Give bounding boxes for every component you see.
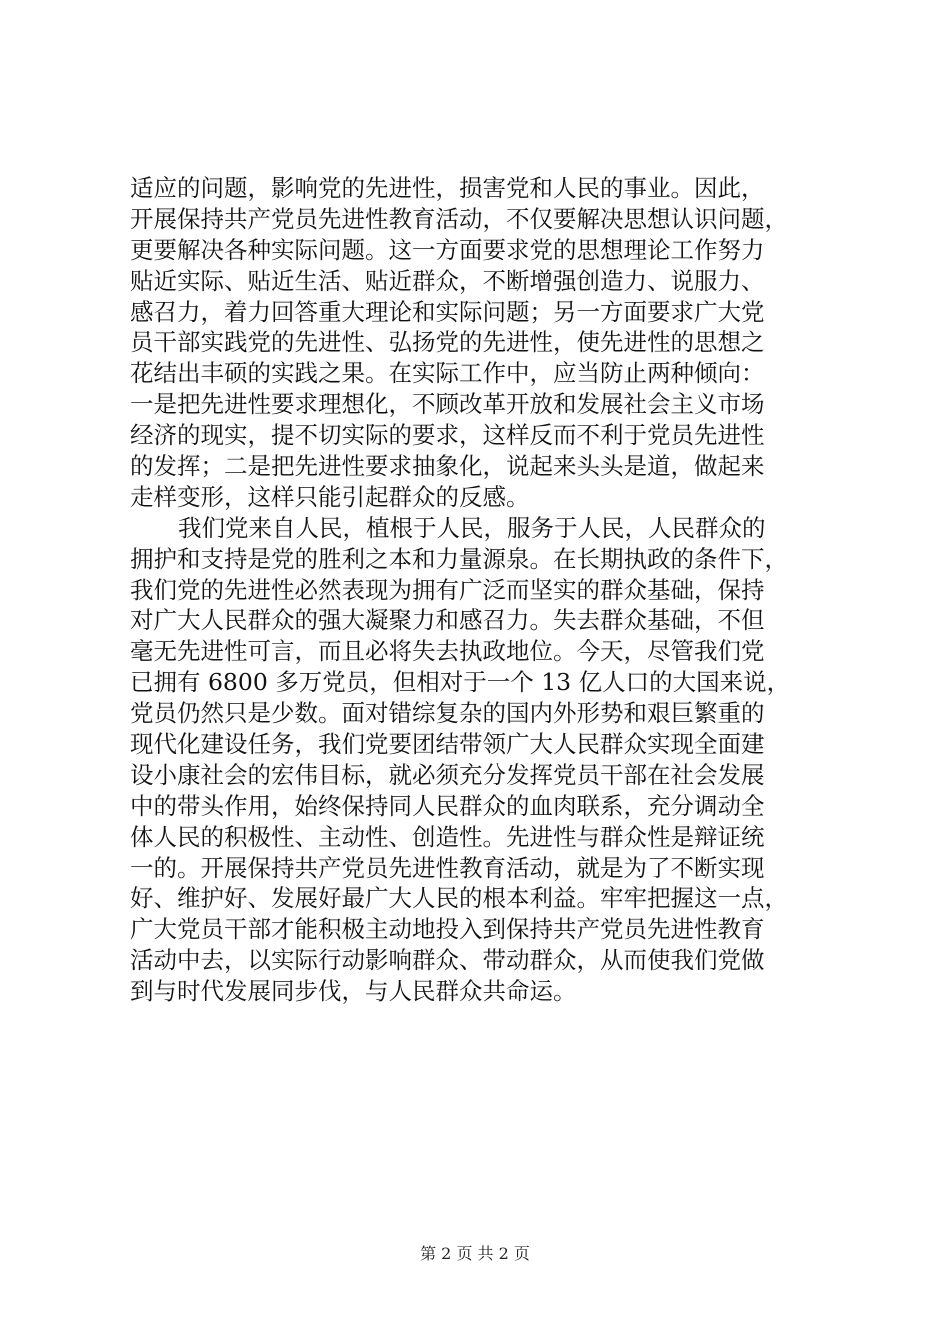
- text-line: 拥护和支持是党的胜利之本和力量源泉。在长期执政的条件下，: [130, 544, 788, 573]
- text-line: 毫无先进性可言，而且必将失去执政地位。今天，尽管我们党: [130, 637, 765, 666]
- text-line: 设小康社会的宏伟目标，就必须充分发挥党员干部在社会发展: [130, 760, 765, 789]
- text-line-first-indented: 我们党来自人民，植根于人民，服务于人民，人民群众的: [178, 513, 766, 542]
- text-line: 中的带头作用，始终保持同人民群众的血肉联系，充分调动全: [130, 791, 765, 820]
- text-line: 到与时代发展同步伐，与人民群众共命运。: [130, 977, 577, 1006]
- text-line: 好、维护好、发展好最广大人民的根本利益。牢牢把握这一点，: [130, 884, 788, 913]
- text-line: 一的。开展保持共产党员先进性教育活动，就是为了不断实现: [130, 853, 765, 882]
- text-line: 广大党员干部才能积极主动地投入到保持共产党员先进性教育: [130, 915, 765, 944]
- text-line: 一是把先进性要求理想化，不顾改革开放和发展社会主义市场: [130, 390, 765, 419]
- text-line: 现代化建设任务，我们党要团结带领广大人民群众实现全面建: [130, 730, 765, 759]
- text-line: 已拥有 6800 多万党员，但相对于一个 13 亿人口的大国来说，: [130, 668, 791, 697]
- text-line: 花结出丰硕的实践之果。在实际工作中，应当防止两种倾向：: [130, 359, 765, 388]
- paragraph-1: [130, 173, 830, 513]
- text-line: 员干部实践党的先进性、弘扬党的先进性，使先进性的思想之: [130, 328, 765, 357]
- page-footer: [0, 1244, 950, 1264]
- page-number: 第 2 页 共 2 页: [420, 1244, 530, 1263]
- text-line: [130, 1007, 830, 1038]
- text-line: 我们党的先进性必然表现为拥有广泛而坚实的群众基础，保持: [130, 575, 765, 604]
- text-line: 适应的问题，影响党的先进性，损害党和人民的事业。因此，: [130, 174, 765, 202]
- text-line: 贴近实际、贴近生活、贴近群众，不断增强创造力、说服力、: [130, 266, 765, 295]
- text-line: 更要解决各种实际问题。这一方面要求党的思想理论工作努力: [130, 235, 765, 264]
- text-line: 的发挥；二是把先进性要求抽象化，说起来头头是道，做起来: [130, 452, 765, 481]
- text-line: 开展保持共产党员先进性教育活动，不仅要解决思想认识问题，: [130, 204, 788, 233]
- text-line: 体人民的积极性、主动性、创造性。先进性与群众性是辩证统: [130, 822, 765, 851]
- text-line: 走样变形，这样只能引起群众的反感。: [130, 482, 530, 511]
- text-line: 对广大人民群众的强大凝聚力和感召力。失去群众基础，不但: [130, 606, 765, 635]
- text-line: 经济的现实，提不切实际的要求，这样反而不利于党员先进性: [130, 421, 765, 450]
- text-line: 感召力，着力回答重大理论和实际问题；另一方面要求广大党: [130, 297, 765, 326]
- document-body: [130, 173, 830, 1038]
- text-line: 党员仍然只是少数。面对错综复杂的国内外形势和艰巨繁重的: [130, 699, 765, 728]
- paragraph-2: [130, 513, 830, 1038]
- text-line: 活动中去，以实际行动影响群众、带动群众，从而使我们党做: [130, 946, 765, 975]
